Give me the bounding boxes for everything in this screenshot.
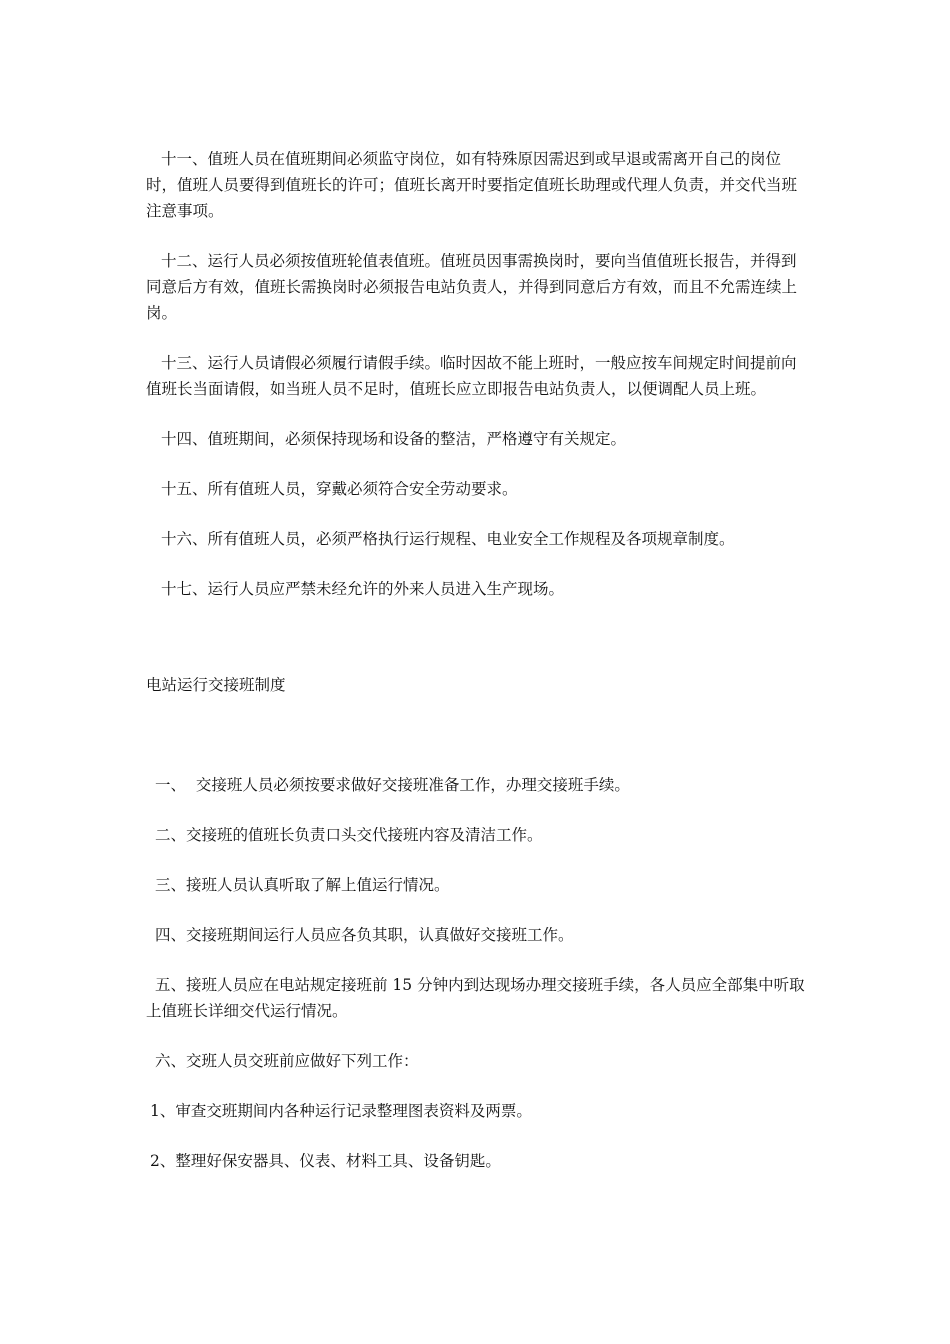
handover-item-4: 四、交接班期间运行人员应各负其职，认真做好交接班工作。 [155,926,574,944]
handover-item-3: 三、接班人员认真听取了解上值运行情况。 [155,876,450,894]
handover-item-5: 五、接班人员应在电站规定接班前 15 分钟内到达现场办理交接班手续，各人员应全部集中听取上值班长详细交代运行情况。 [146,976,805,1020]
document-page [146,146,810,1198]
handover-subitem-1: 1、审查交班期间内各种运行记录整理图表资料及两票。 [150,1102,532,1120]
handover-item-2: 二、交接班的值班长负责口头交代接班内容及清洁工作。 [155,826,543,844]
handover-subitem-2: 2、整理好保安器具、仪表、材料工具、设备钥匙。 [150,1152,501,1170]
rule-11-paragraph: 十一、值班人员在值班期间必须监守岗位，如有特殊原因需迟到或早退或需离开自己的岗位时，值班人员要得到值班长的许可；值班长离开时要指定值班长助理或代理人负责，并交代当班注意事项。 [146,150,798,220]
rule-16-paragraph: 十六、所有值班人员，必须严格执行运行规程、电业安全工作规程及各项规章制度。 [161,530,735,548]
rule-14-paragraph: 十四、值班期间，必须保持现场和设备的整洁，严格遵守有关规定。 [161,430,627,448]
rule-17-paragraph: 十七、运行人员应严禁未经允许的外来人员进入生产现场。 [161,580,565,598]
rule-13-paragraph: 十三、运行人员请假必须履行请假手续。临时因故不能上班时，一般应按车间规定时间提前向值班长当面请假，如当班人员不足时，值班长应立即报告电站负责人，以便调配人员上班。 [146,354,797,398]
handover-item-6: 六、交班人员交班前应做好下列工作： [155,1052,419,1070]
rule-12-paragraph: 十二、运行人员必须按值班轮值表值班。值班员因事需换岗时，要向当值值班长报告，并得到同意后方有效，值班长需换岗时必须报告电站负责人，并得到同意后方有效，而且不允需连续上岗。 [146,252,798,322]
rule-15-paragraph: 十五、所有值班人员，穿戴必须符合安全劳动要求。 [161,480,518,498]
handover-item-1: 一、 交接班人员必须按要求做好交接班准备工作，办理交接班手续。 [155,776,630,794]
section-title: 电站运行交接班制度 [146,676,286,694]
